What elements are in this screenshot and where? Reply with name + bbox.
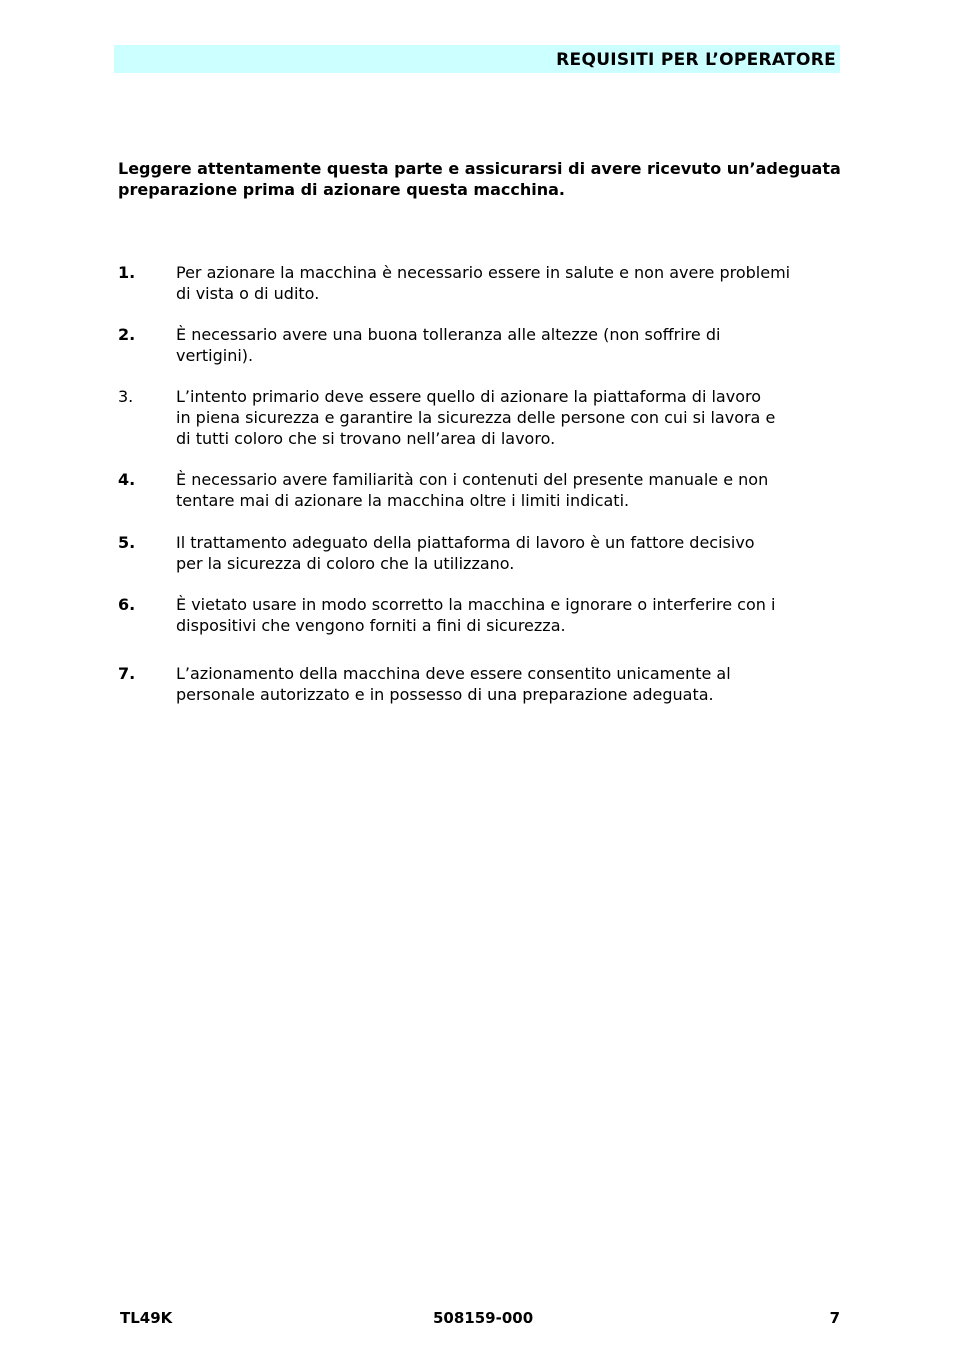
item-number: 2. bbox=[118, 325, 136, 344]
item-number: 1. bbox=[118, 263, 136, 282]
footer-model: TL49K bbox=[120, 1309, 173, 1327]
item-line: di vista o di udito. bbox=[176, 284, 320, 303]
item-text bbox=[176, 262, 844, 304]
page-title: REQUISITI PER L’OPERATORE bbox=[556, 50, 836, 70]
item-number: 4. bbox=[118, 470, 136, 489]
item-text bbox=[176, 663, 844, 705]
intro-paragraph: Leggere attentamente questa parte e assicurarsi di avere ricevuto un’adeguata preparazione prima di azionare questa macchina. bbox=[118, 159, 841, 199]
item-line: per la sicurezza di coloro che la utilizzano. bbox=[176, 554, 515, 573]
item-text bbox=[176, 324, 844, 366]
item-line: È necessario avere una buona tolleranza alle altezze (non soffrire di bbox=[176, 325, 721, 344]
item-text bbox=[176, 532, 844, 574]
item-line: È necessario avere familiarità con i contenuti del presente manuale e non bbox=[176, 470, 769, 489]
header-band bbox=[114, 45, 840, 73]
item-line: vertigini). bbox=[176, 346, 254, 365]
item-number: 6. bbox=[118, 595, 136, 614]
item-line: tentare mai di azionare la macchina oltre i limiti indicati. bbox=[176, 491, 630, 510]
item-line: L’intento primario deve essere quello di azionare la piattaforma di lavoro bbox=[176, 387, 762, 406]
footer-page-number: 7 bbox=[829, 1309, 840, 1327]
item-line: in piena sicurezza e garantire la sicurezza delle persone con cui si lavora e bbox=[176, 408, 776, 427]
item-line: dispositivi che vengono forniti a fini di sicurezza. bbox=[176, 616, 566, 635]
item-line: Per azionare la macchina è necessario essere in salute e non avere problemi bbox=[176, 263, 791, 282]
item-text bbox=[176, 386, 844, 449]
footer-part-number: 508159-000 bbox=[433, 1309, 534, 1327]
item-number: 7. bbox=[118, 664, 136, 683]
item-line: L’azionamento della macchina deve essere consentito unicamente al bbox=[176, 664, 731, 683]
item-line: È vietato usare in modo scorretto la macchina e ignorare o interferire con i bbox=[176, 595, 776, 614]
item-line: Il trattamento adeguato della piattaforma di lavoro è un fattore decisivo bbox=[176, 533, 755, 552]
item-line: personale autorizzato e in possesso di una preparazione adeguata. bbox=[176, 685, 714, 704]
item-text bbox=[176, 594, 844, 636]
item-number: 3. bbox=[118, 387, 134, 406]
item-number: 5. bbox=[118, 533, 136, 552]
item-line: di tutti coloro che si trovano nell’area di lavoro. bbox=[176, 429, 556, 448]
item-text bbox=[176, 469, 844, 511]
